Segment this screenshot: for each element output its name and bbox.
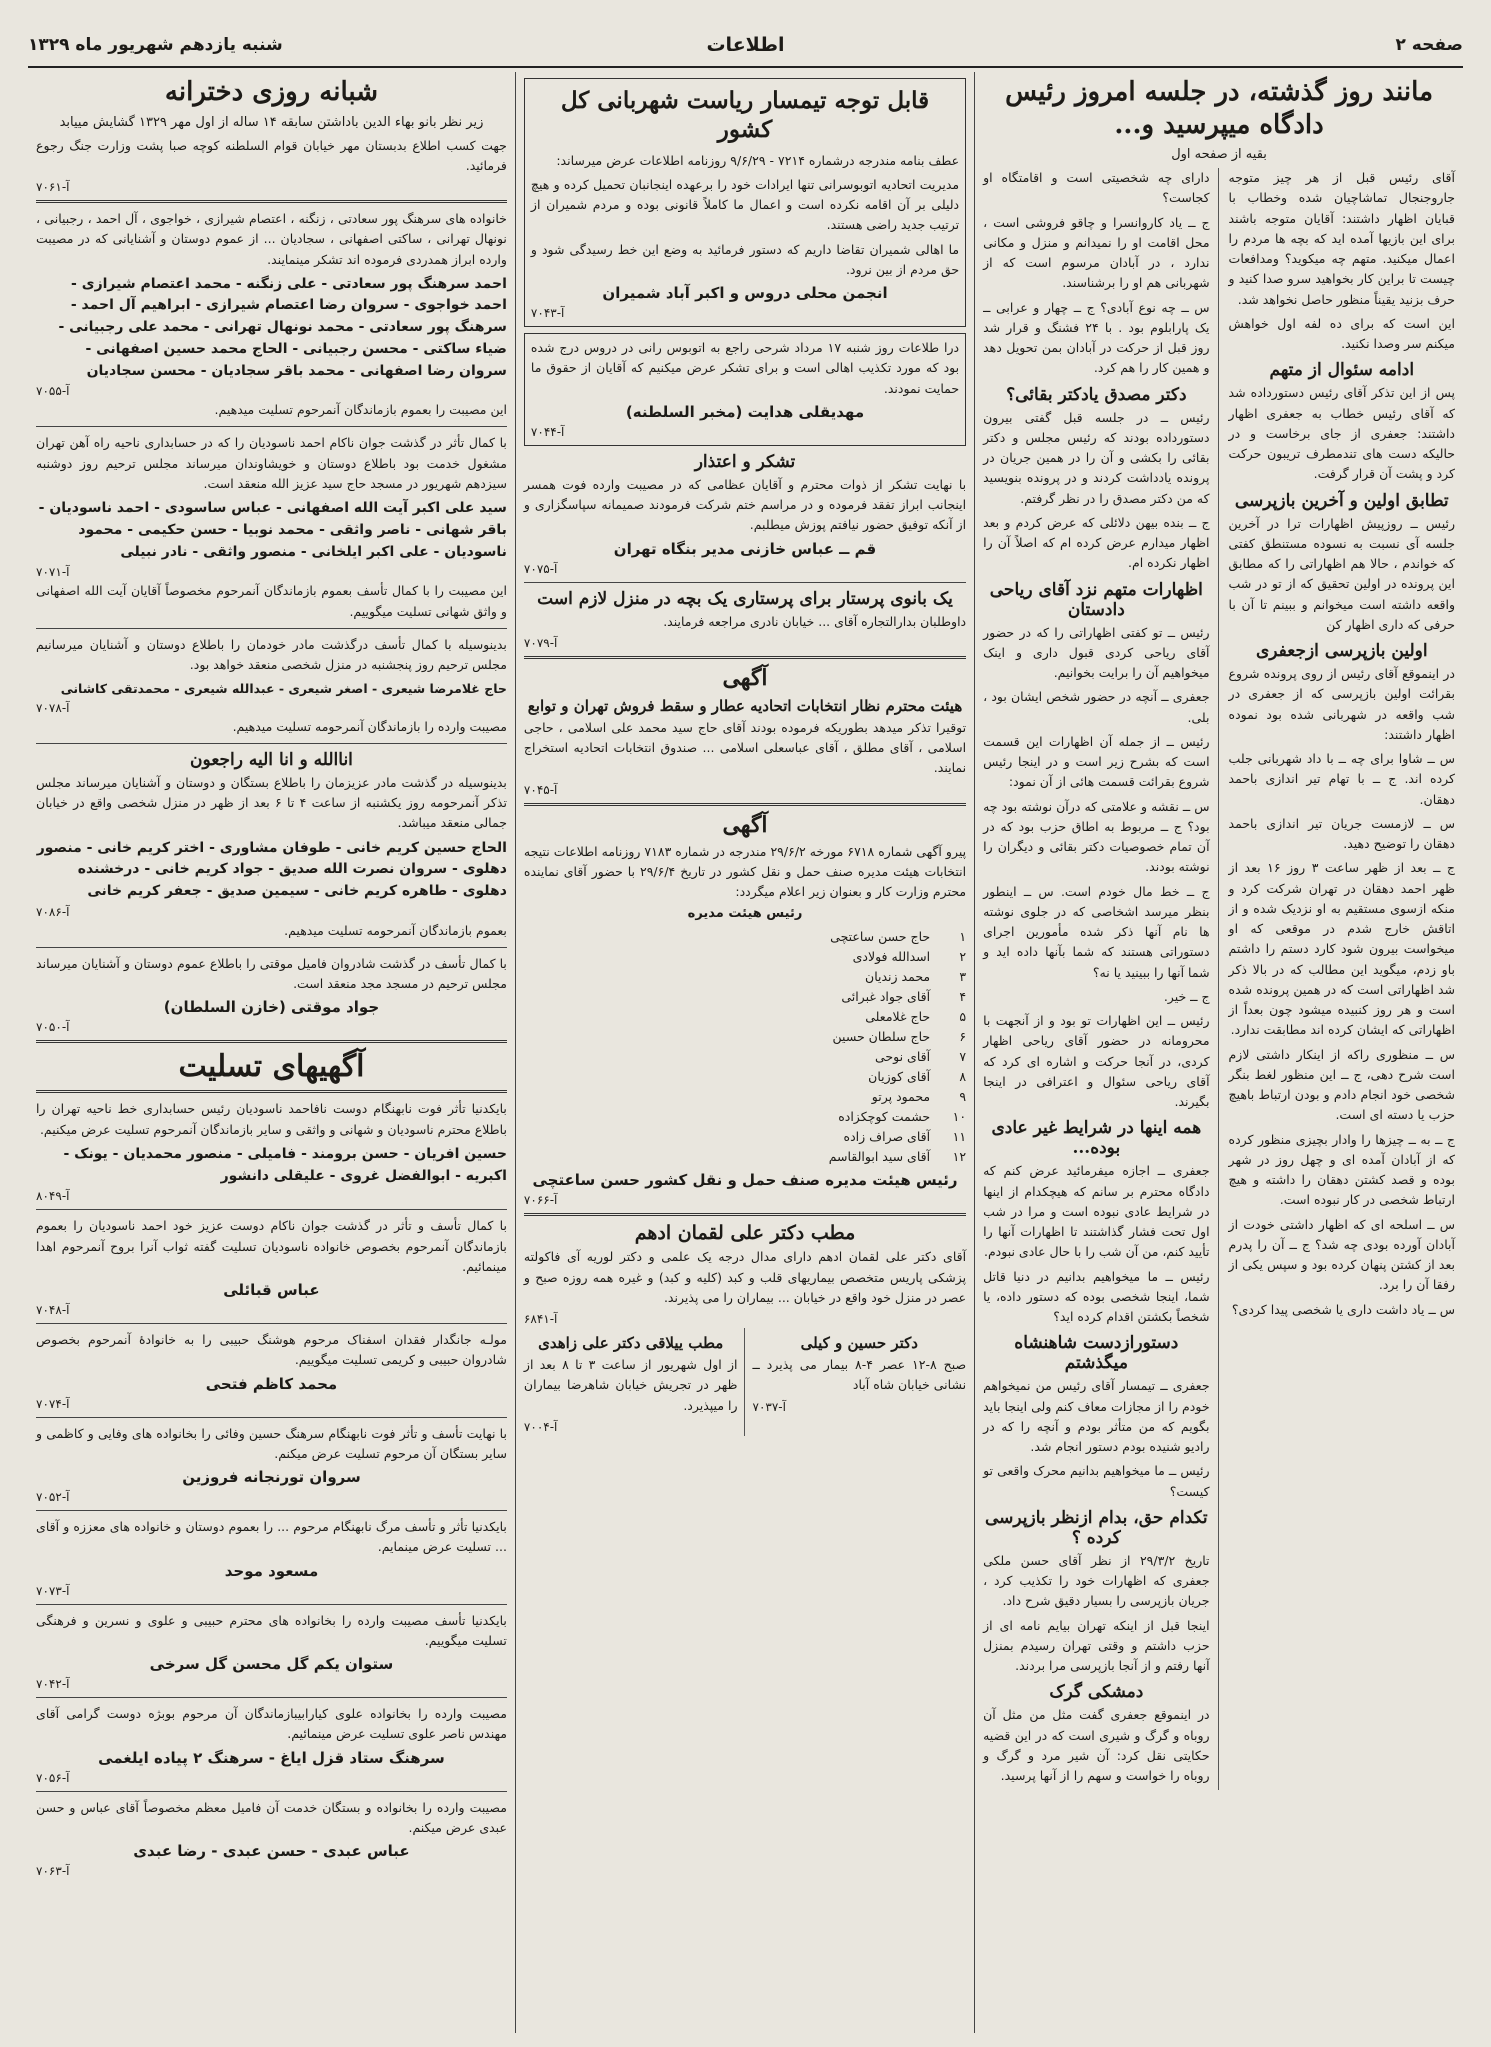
article-subcolumn-a [1229,168,1455,1790]
ad-signature: محمد کاظم فتحی [205,1374,338,1393]
article-paragraph: رئیس ــ این اظهارات تو بود و از آنجهت با محرومانه در حضور آقای ریاحی اظهار کردی، در آنجا حرکت و اشاره ای کرد که آقای ریاحی سئوال و اعترافی در اینجا بگیرند. [983,1013,1210,1109]
column-condolences [28,72,516,2033]
notice-police [524,78,966,327]
family-names: احمد سرهنگ پور سعادتی - علی زنگنه - محمد اعتصام شیرازی - احمد خواجوی - سروان رضا اعتصام شیرازی - ابراهیم آل احمد - سرهنگ پور سعادتی - محمد نونهال تهرانی - محمد علی رجبیانی - ضیاء ساکتی - محسن رجبیانی - الحاج محمد حسین اصفهانی - سروان رضا اصفهانی - محمد باقر سجادیان - محسن سجادیان [58,275,507,379]
article-paragraph: رئیس ــ تو کفتی اظهاراتی را که در حضور آقای ریاحی کردی قبول داری و اینک میخواهیم آن را برایت بخوانیم. [983,624,1210,680]
board-member-name: آقای نوحی [875,1049,931,1065]
ad-text: بدینوسیله با کمال تأسف درگذشت مادر خودمان را باطلاع دوستان و آشنایان میرسانیم مجلس ترحیم روز پنجشنبه در منزل شخصی منعقد خواهد بود. [36,636,507,672]
board-member-number: ۱۲ [952,1149,967,1165]
article-paragraph: ج ــ خط مال خودم است. س ــ اینطور بنظر میرسد اشخاصی که در جلوی نوشته ها نام آنها ذکر شده مأمورین اجرای دستوراتی هستند که شما بآنها داده اید و شما آنها را ببینید یا نه؟ [983,883,1210,980]
article-paragraph: ج ــ بنده بیهن دلائلی که عرض کردم و بعد اظهار میدارم عرض کرده ام که اصلاً آن را اظهار نکرده ام. [983,514,1210,571]
board-member-item [524,1087,966,1107]
notice-signature: قم ــ عباس خازنی مدیر بنگاه تهران [613,539,877,558]
notice-text: ما اهالی شمیران تقاضا داریم که دستور فرمائید به وضع این خط رسیدگی شود و حق مردم از بین نرود. [530,241,960,277]
board-member-item [524,1047,966,1067]
article-paragraph: س ــ لازمست جریان تیر اندازی باحمد دهقان را توضیح دهید. [1228,815,1455,851]
column-notices [516,72,975,2033]
ad-text: با کمال تأسف در گذشت شادروان فامیل موقتی را باطلاع عموم دوستان و آشنایان میرساند مجلس ترحیم در مسجد مجد منعقد است. [36,955,507,992]
ad-text: بدینوسیله در گذشت مادر عزیزمان را باطلاع بستگان و دوستان و آشنایان میرساند مجلس تذکر آنمرحومه روز یکشنبه از ساعت ۴ تا ۶ بعد از ظهر در منزل شخصی واقع در خیابان جمالی منعقد میباشد. [36,774,507,831]
article-paragraph: رئیس ــ از جمله آن اظهارات این قسمت است که بشرح زیر است و در اینجا رئیس شروع بقرائت قسمت هائی از آن نمود: [983,733,1210,790]
board-member-name: آقای کوزیان [868,1069,931,1085]
condolences-section-title: آگهیهای تسلیت [178,1049,365,1085]
ad-signature: جواد موقتی (خازن السلطان) [163,998,380,1017]
article-paragraph: ج ــ به ــ چیزها را وادار بچیزی منظور کرده که از آبادان آمده ای و چهل روز در شهر بوده و قصد کشتن دهقان را داشته و هیچ ارتباط شخصی در کار نبوده است. [1228,1131,1455,1208]
divider [36,1510,507,1511]
ad-code: ۷۰۵۰-آ [36,1020,70,1035]
ad-code: ۸۰۴۹-آ [36,1189,70,1204]
divider [36,200,507,203]
ad-text: خانواده های سرهنگ پور سعادتی ، زنگنه ، اعتصام شیرازی ، خواجوی ، آل احمد ، رجبیانی ، نونهال تهرانی ، ساکتی اصفهانی ، سجادیان ... از عموم دوستان و آشنایانی که در مصیبت وارده ابراز همدردی فرموده اند تشکر مینمایند. [36,211,507,267]
main-headline: مانند روز گذشته، در جلسه امروز رئیس دادگاه میپرسید و... [1005,77,1433,140]
divider [36,947,507,948]
notice-signature: انجمن محلی دروس و اکبر آباد شمیران [602,284,888,302]
article-paragraph: این است که برای ده لفه اول خواهش میکنم سر وصدا نکنید. [1228,315,1455,351]
ad-code: ۷۰۶۳-آ [36,1864,70,1879]
article-body [983,168,1455,1790]
divider [524,656,966,659]
ad-code: ۷۰۷۵-آ [523,561,558,576]
ad-code: ۷۰۷۱-آ [36,565,70,580]
notice-headline: قابل توجه تیمسار ریاست شهربانی کل کشور [560,87,930,143]
article-paragraph: س ــ یاد داشت داری یا شخصی پیدا کردی؟ [1231,1301,1455,1317]
newspaper-title: اطلاعات [706,34,785,56]
ad-code: ۷۰۴۵-آ [523,782,558,797]
doctor-ads [524,1328,966,1436]
divider [36,1604,507,1605]
ad-text: این مصیبت را بعموم بازماندگان آنمرحوم تسلیت میدهیم. [214,402,507,418]
ad-text: با کمال تأسف و تأثر در گذشت جوان ناکام دوست عزیز خود احمد ناسودیان را بعموم بازماندگان آنمرحوم بخصوص خانواده ناسودیان تسلیت گفته ثواب آنرا بروح آنمرحوم اهدا مینمائیم. [36,1218,507,1274]
ad-text: بایکدنیا تأثر فوت نابهنگام دوست نافاحمد ناسودیان رئیس حسابداری خط ناحیه تهران را باطلاع محترم ناسودیان و شهانی و واثقی و سایر بازماندگان آنمرحوم تسلیت عرض میکنیم. [36,1101,507,1137]
divider [36,628,507,629]
notice-title: آگهی [722,811,768,838]
doctor-text: از اول شهریور از ساعت ۳ تا ۸ بعد از ظهر در تجریش خیابان شاهرضا بیماران را میپذیرد. [523,1357,738,1413]
doctor-name: دکتر حسین و کیلی [800,1334,918,1352]
article-paragraph: در اینموقع آقای رئیس از روی پرونده شروع بقرائت اولین بازپرسی که از جعفری در شب واقعه در شهربانی شده بود نموده اظهار داشتند: [1228,666,1455,742]
article-paragraph: جعفری ــ اجازه میفرمائید عرض کنم که دادگاه محترم بر سانم که هیچکدام از اینها در شرایط عادی نبوده است و مرا در شب اول تحت فشار گذاشتند تا اظهارات آنها را تأیید کنم، من آن شب را با حال عادی نبودم. [983,1163,1210,1260]
board-member-name: آقای سید ابوالقاسم [828,1149,931,1165]
doctor-name: مطب ییلاقی دکتر علی زاهدی [538,1334,724,1352]
notice-text: با نهایت تشکر از ذوات محترم و آقایان عظامی که در مصیبت وارده فوت همسر اینجانب ابراز تفقد فرموده و در مراسم ختم شرکت فرمودند صمیمانه سپاسگزاری و از آنکه توفیق حضور نیافتم پوزش میطلبم. [523,476,967,533]
ad-code: ۷۰۷۸-آ [36,700,70,715]
school-subline: زیر نظر بانو بهاء الدین باداشتن سابقه ۱۴ ساله از اول مهر ۱۳۲۹ گشایش مییابد [59,114,484,130]
notice-signature: رئیس هیئت مدیره صنف حمل و نقل کشور حسن ساعتچی [532,1171,958,1190]
ad-code: ۷۰۴۲-آ [36,1677,70,1692]
board-member-item [524,947,966,967]
article-paragraph: س ــ شاوا برای چه ــ با داد شهربانی جلب کرده اند. ج ــ با تهام تیر اندازی باحمد دهقان. [1228,751,1455,807]
board-member-name: اسدالله فولادی [852,949,931,965]
board-member-name: محمود پرتو [871,1089,931,1105]
article-paragraph: پس از این تذکر آقای رئیس دستورداده شد که آقای رئیس خطاب به جعفری اظهار داشتند: جعفری از جای برخاست و در حالیکه دست های تندمطرف تریبون حرکت کرد و پشت آن قرار گرفت. [1228,385,1455,482]
subheading: دستورازدست شاهنشاه میگذشتم [1014,1333,1179,1374]
ad-signature: ستوان یکم گل محسن گل سرخی [149,1655,394,1674]
doctor-ad [524,1328,745,1436]
continued-note: بقیه از صفحه اول [1171,147,1267,162]
notice-text: پیرو آگهی شماره ۶۷۱۸ مورخه ۲۹/۶/۲ مندرجه در شماره ۷۱۸۳ روزنامه اطلاعات نتیجه انتخابات هیئت مدیره صنف حمل و نقل کشور در تاریخ ۲۹/۶/۴ با حضور آقای نماینده محترم وزارت کار و بعنوان زیر اعلام میگردد: [523,843,967,899]
subheading: دکتر مصدق یادکتر بقائی؟ [1006,384,1187,405]
divider [36,1697,507,1698]
board-member-item [524,1147,966,1167]
divider [36,743,507,744]
article-paragraph: ج ــ یاد کاروانسرا و چاقو فروشی است ، محل اقامت او را نمیدانم و منزل و مکانی ندارد ، در آبادان مرسوم است که از شهربانی هم او را برشناسند. [983,214,1210,291]
ad-text: این مصیبت را با کمال تأسف بعموم بازماندگان آنمرحوم مخصوصاً آقایان آیت الله اصفهانی و واثق شهانی تسلیت میگوییم. [36,583,507,619]
board-member-number: ۳ [959,969,967,985]
ad-text: بایکدنیا تأثر و تأسف مرگ نابهنگام مرحوم ... را بعموم دوستان و خانواده های معززه و آقای ... تسلیت عرض مینمایم. [36,1519,507,1555]
divider [36,1090,507,1093]
ad-text: بایکدنیا تأسف مصیبت وارده را بخانواده های محترم حبیبی و علوی و نسرین و فرهنگی تسلیت میگوییم. [36,1612,507,1648]
ad-code: ۷۰۶۱-آ [36,180,70,194]
condolence-title: اناالله و انا الیه راجعون [190,749,353,770]
family-names: حاج غلامرضا شیعری - اصغر شیعری - عبدالله شیعری - محمدتقی کاشانی [60,681,507,697]
ad-text: مصیبت وارده را بخانواده و بستگان خدمت آن فامیل معظم مخصوصاً آقای عباس و حسن عبدی عرض میکنم. [36,1799,507,1835]
board-member-item [524,1027,966,1047]
divider [524,582,966,583]
ad-code: ۶۸۴۱-آ [523,1312,558,1326]
board-member-item [524,987,966,1007]
family-names: سید علی اکبر آیت الله اصفهانی - عباس ساسودی - احمد ناسودیان - باقر شهانی - ناصر واثقی - محمد نوبیا - حسن حکیمی - محمود ناسودیان - علی اکبر ایلخانی - منصور واثقی - نادر نبیلی [38,500,507,560]
notice-title: آگهی [722,664,768,691]
ad-text: بعموم بازماندگان آنمرحومه تسلیت میدهیم. [284,922,507,938]
issue-date: شنبه یازدهم شهریور ماه ۱۳۲۹ [28,35,283,55]
clinic-text: آقای دکتر علی لقمان ادهم دارای مدال درجه یک علمی و دکتر لوریه آی فاکولته پزشکی پاریس متخصص بیماریهای قلب و کبد (کلیه و کبد) و غیره همه روزه صبح و عصر در منزل خود واقع در خیابان ... بیماران را می پذیرند. [523,1249,967,1305]
ad-signature: مسعود موحد [224,1561,319,1580]
ad-text: با نهایت تأسف و تأثر فوت نابهنگام سرهنگ حسین وفائی را بخانواده های وفایی و کاظمی و سایر بستگان آن مرحوم تسلیت عرض میکنم. [36,1425,507,1461]
board-member-name: حشمت کوچکزاده [838,1109,931,1125]
board-member-item [524,1007,966,1027]
article-paragraph: رئیس ــ ما میخواهیم بدانیم در دنیا قاتل شما، اینجا شخصی بوده که دستور داده، یا شخصاً بکشتن اقدام کرده اید؟ [983,1268,1210,1324]
list-heading: رئیس هیئت مدیره [687,906,803,922]
notice-text: درا طلاعات روز شنبه ۱۷ مرداد شرحی راجع به اتوبوس رانی در دروس درج شده بود که مورد تکذیب اهالی است و برای تشکر عرض میکنیم که آقایان از حقوق ما حمایت نمودند. [530,340,960,396]
divider [36,1417,507,1418]
board-member-item [524,1127,966,1147]
column-main-article [975,72,1463,2033]
board-member-number: ۱۰ [952,1109,967,1125]
board-member-name: آقای صراف زاده [843,1129,931,1145]
divider [36,1323,507,1324]
article-paragraph: اینجا قبل از اینکه تهران بیایم نامه ای از حزب داشتم و وقتی تهران رسیدم بمنزل آنها رفتم و از آنجا بازپرسی مرا بردند. [983,1617,1210,1673]
clinic-title: مطب دکتر علی لقمان ادهم [634,1222,856,1245]
divider [36,1791,507,1792]
article-paragraph: رئیس ــ روزپیش اظهارات ترا در آخرین جلسه آی نسبت به نسوده مستنطق کفتی که خواندم ، حالا هم اظهاراتی را که مطابق این پرونده در اولین تحقیق که از تو در شب واقعه داشته است میخوانم و ببینم تا آن با حرفی که داری اظهار کن [1228,515,1455,632]
notice-text: توقیرا تذکر میدهد بطوریکه فرموده بودند آقای حاج سید محمد علی اسلامی ، حاجی اسلامی ، آقای مطلق ، آقای عباسعلی اسلامی ... صندوق انتخابات اتحادیه استخراج نمایند. [523,719,967,776]
ad-signature: عباس قبائلی [223,1281,320,1300]
board-member-item [524,967,966,987]
ad-code: ۷۰۷۹-آ [523,635,558,650]
ad-code: ۷۰۵۶-آ [36,1770,70,1785]
board-member-item [524,927,966,947]
divider [36,1209,507,1210]
article-paragraph: جعفری ــ تیمسار آقای رئیس من نمیخواهم خودم را از مجازات معاف کنم ولی اینجا باید بگویم که من متأثر بودم و آنچه را که در رادیو شنیده بودم دستور انجام شد. [983,1378,1210,1454]
board-member-number: ۲ [959,949,967,965]
ad-code: ۷۰۵۵-آ [36,384,70,399]
subheading: دمشکی گرک [1049,1682,1144,1703]
page-number: صفحه ۲ [1395,35,1463,55]
subheading: تطابق اولین و آخرین بازپرسی [1234,490,1449,511]
article-paragraph: تاریخ ۲۹/۳/۲ از نظر آقای حسن ملکی جعفری که اظهارات خود را تکذیب کرد ، جریان بازپرسی را بسیار دقیق شرح داد. [983,1552,1210,1609]
board-members-list [524,927,966,1167]
board-member-name: حاج حسن ساعتچی [830,929,931,945]
subheading: تکدام حق، بدام ازنظر بازپرسی کرده ؟ [984,1507,1208,1548]
ad-code: ۷۰۷۴-آ [36,1396,70,1411]
board-member-number: ۶ [959,1029,967,1045]
divider [524,1213,966,1216]
columns [28,72,1463,2033]
ad-code: ۷۰۴۸-آ [36,1303,70,1318]
article-paragraph: س ــ اسلحه ای که اظهار داشتی خودت از آبادان آورده بودی چه شد؟ ج ــ آن را پدرم بعد از کشتن پنهان کرده بود و سپس یکی از رفقا آن را برد. [1228,1216,1455,1293]
board-member-number: ۴ [959,989,967,1005]
board-member-item [524,1067,966,1087]
ad-text: مولـه جانگدار فقدان اسفناک مرحوم هوشنگ حبیبی را به خانوادۀ آنمرحوم بخصوص شادروان حبیبی و کریمی تسلیت میگوییم. [36,1332,507,1368]
article-paragraph: رئیس ــ در جلسه قبل گفتی بیرون دستورداده بودند که رئیس مجلس و دکتر بقائی را بکشی و آن را در همین جریان در پرونده یادداشت کردند و در پرونده بنویسید که من دکتر مصدق را در نظر گرفتم. [983,409,1210,506]
ad-code: ۷۰۶۶-آ [523,1193,558,1208]
ad-code: ۷۰۸۶-آ [36,904,70,919]
subheading: همه اینها در شرایط غیر عادی بوده... [991,1118,1202,1159]
doctor-text: صبح ۸-۱۲ عصر ۴-۸ بیمار می پذیرد ــ نشانی خیابان شاه آباد [752,1357,967,1393]
ad-code: ۷۰۷۳-آ [36,1583,70,1598]
ad-signature: سروان تورنجانه فروزین [182,1468,361,1487]
notice-hedayat [524,333,966,446]
article-paragraph: دارای چه شخصیتی است و اقامتگاه او کجاست؟ [983,170,1210,206]
ad-text: جهت کسب اطلاع بدبستان مهر خیابان قوام السلطنه کوچه صبا پشت وزارت جنگ رجوع فرمائید. [36,137,507,173]
ad-code: ۷۰۴۴-آ [530,424,565,439]
board-member-number: ۱۱ [952,1129,967,1145]
board-member-number: ۷ [959,1049,967,1065]
ad-text: با کمال تأثر در گذشت جوان ناکام احمد ناسودیان را که در حسابداری ناحیه راه آهن تهران مشغول خدمت بود باطلاع دوستان و خویشاوندان میرساند مجلس ترحیم روز دوشنبه سیزدهم شهریور در مسجد حاج سید عزیز الله منعقد است. [36,435,507,491]
notice-signature: مهدیقلی هدایت (مخبر السلطنه) [625,402,865,421]
board-member-item [524,1107,966,1127]
notice-title: یک بانوی پرستار برای پرستاری یک بچه در منزل لازم است [537,588,953,609]
doctor-ad [753,1328,967,1436]
family-names: الحاج حسین کریم خانی - طوفان مشاوری - اختر کریم خانی - منصور دهلوی - سروان نصرت الله صدیق - جواد کریم خانی - درخشنده دهلوی - طاهره کریم خانی - سیمین صدیق - جعفر کریم خانی [36,839,507,899]
article-paragraph: جعفری ــ آنچه در حضور شخص ایشان بود ، بلی. [983,689,1210,725]
subheading: اولین بازپرسی ازجعفری [1255,641,1428,661]
notice-title: تشکر و اعتذار [694,451,796,472]
ad-signature: عباس عبدی - حسن عبدی - رضا عبدی [133,1842,410,1861]
article-paragraph: آقای رئیس قبل از هر چیز متوجه جاروجنجال تماشاچیان شده وخطاب با قبایان اظهار داشتند: آقایان متوجه باشند برای این بازیها آمده اید که بچه ها مردم را اعمال میکنید. متهم چه میکوید؟ ومدافعات چیست تا براین کار بخواهید سرو صدا کنید و حرف بزنید یقیناً منظور حاصل نخواهد شد. [1228,170,1455,307]
article-paragraph: س ــ نقشه و علامتی که درآن نوشته بود چه بود؟ ج ــ مربوط به اطاق حزب بود که در آن تمام خصوصیات دکتر بقائی و دیگران را نوشته بودند. [983,798,1210,875]
board-member-number: ۱ [959,929,967,945]
ad-code: ۷۰۴۳-آ [530,306,565,320]
ad-code: ۷۰۳۷-آ [752,1399,786,1414]
board-member-number: ۵ [959,1009,967,1025]
board-member-name: حاج سلطان حسین [832,1029,931,1045]
board-member-name: محمد زندیان [865,969,931,985]
divider [36,1040,507,1043]
article-paragraph: ج ــ بعد از ظهر ساعت ۳ روز ۱۶ بعد از ظهر احمد دهقان در تهران شرکت کرد و منکه ازسوی مستقیم به او نزدیک شده و از اتاقش خارج شدم در موقعی که او میخواست بیرون شود کارد دستم را داشتم باو زدم، میگوید این مطالب که در بالا ذکر شد اظهاراتی است که در همین پرونده شده است و هر روز کنبیده میشود چون بعداً از اظهاراتی که ایشان کرده اند مطابقت ندارد. [1228,860,1456,1038]
ad-code: ۷۰۰۴-آ [523,1419,558,1434]
divider [36,426,507,427]
notice-text: عطف بنامه مندرجه درشماره ۷۲۱۴ - ۹/۶/۲۹ روزنامه اطلاعات عرض میرساند: [556,152,960,168]
notice-text: مدیریت اتحادیه اتوبوسرانی تنها ایرادات خود را برعهده اینجانبان تحمیل کرده و هیچ دلیلی بر آن اقامه نکرده است و اعمال ما کاملاً قانونی بوده و مردم شمیران از ترتیب جدید راضی هستند. [530,176,960,233]
subheading: اظهارات متهم نزد آقای ریاحی دادستان [989,579,1203,620]
ad-signature: سرهنگ ستاد قزل ایاغ - سرهنگ ۲ پیاده ایلغمی [98,1748,445,1767]
board-member-name: آقای جواد غبرائی [841,989,931,1005]
school-headline: شبانه روزی دخترانه [164,77,379,107]
notice-text: داوطلبان بدارالتجاره آقای ... خیابان نادری مراجعه فرمایند. [663,613,967,629]
article-paragraph: س ــ منظوری راکه از اینکار داشتی لازم است شرح دهی، ج ــ این منظور لغط بنگر شخصی خود انجام دادم و بودن ارتباط باهیچ حزب یا دسته ای است. [1228,1046,1455,1123]
article-paragraph: ج ــ خیر. [1163,988,1210,1004]
notice-subtitle: هیئت محترم نظار انتخابات اتحادیه عطار و سقط فروش تهران و توابع [527,696,963,715]
subheading: ادامه سئوال از متهم [1269,360,1415,381]
article-paragraph: رئیس ــ ما میخواهیم بدانیم محرک واقعی تو کیست؟ [983,1463,1210,1499]
ad-code: ۷۰۵۲-آ [36,1490,70,1505]
divider [524,803,966,806]
masthead [28,24,1463,68]
ad-text: مصیبت وارده را بازماندگان آنمرحومه تسلیت میدهیم. [232,718,507,734]
article-subcolumn-b [983,168,1218,1790]
article-paragraph: در اینموقع جعفری گفت مثل من مثل آن روباه و گرگ و شیری است که در این قضیه حکایتی نقل کرد: آن شیر مرد و گرگ و روباه را خواست و سهم را از آنها پرسید. [983,1707,1210,1783]
family-names: حسین افریان - حسن برومند - فامیلی - منصور محمدیان - یونک - اکبریه - ابوالفضل غروی - علیقلی دانشور [63,1145,507,1184]
ad-text: مصیبت وارده را بخانواده علوی کیارابیبازماندگان آن مرحوم بوبژه دوست گرامی آقای مهندس ناصر علوی تسلیت عرض مینمائیم. [36,1706,507,1742]
article-paragraph: س ــ چه نوع آبادی؟ ج ــ چهار و عرابی ــ یک پارابلوم بود . با ۲۴ فشنگ و قرار شد روز قبل از حرکت در آبادان بمن تحویل دهد و همین کار را هم کرد. [983,299,1210,376]
board-member-name: حاج غلامعلی [865,1009,931,1025]
board-member-number: ۹ [959,1089,967,1105]
board-member-number: ۸ [959,1069,967,1085]
